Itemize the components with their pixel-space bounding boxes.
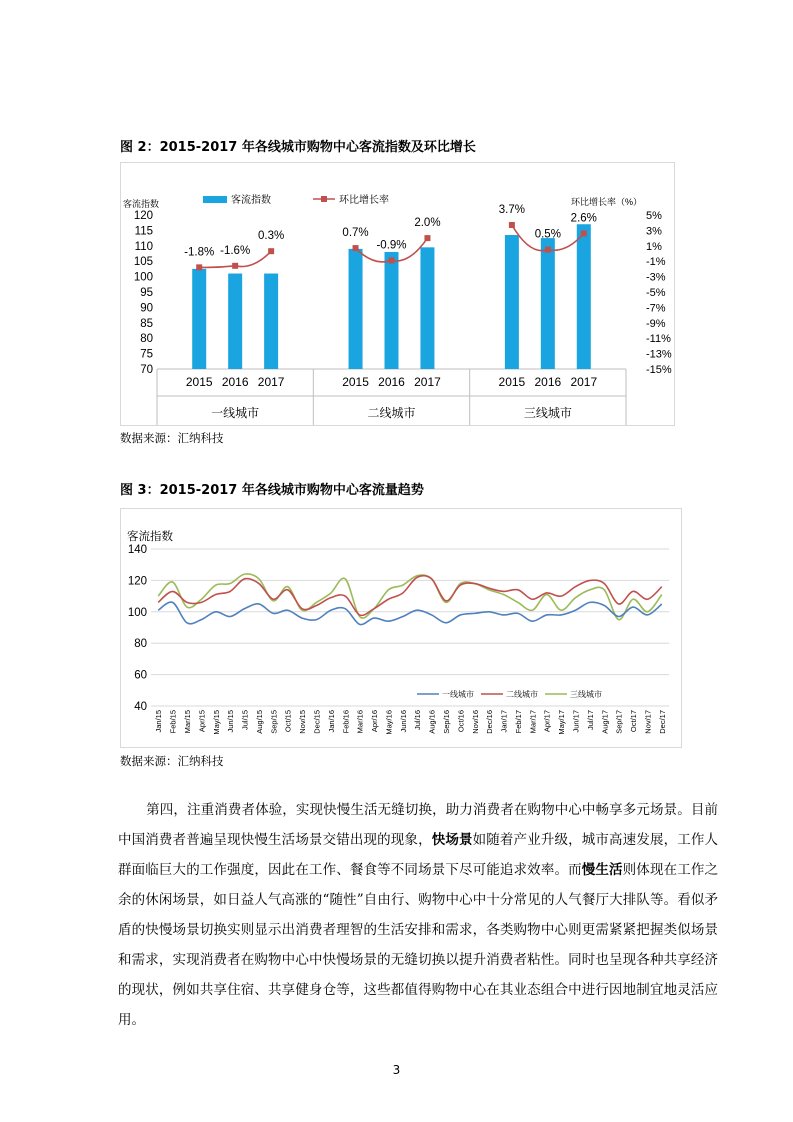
x-tick-label: Apr/16 — [370, 710, 380, 733]
figure-2-chart — [121, 163, 674, 425]
x-tick-label: Jul/17 — [585, 710, 595, 731]
y-tick-label: 75 — [140, 348, 153, 361]
y2-tick-label: -9% — [646, 317, 666, 330]
y-tick-label: 105 — [133, 256, 153, 269]
y-tick-label: 80 — [134, 638, 147, 651]
x-tick-label: Dec/15 — [312, 710, 322, 734]
x-tick-label: Aug/15 — [254, 710, 264, 734]
x-tick-label: Apr/17 — [542, 710, 552, 733]
y2-tick-label: 5% — [646, 210, 662, 222]
y-tick-label: 110 — [134, 240, 153, 253]
bar — [577, 224, 591, 369]
y2-tick-label: 3% — [646, 225, 662, 238]
y2-tick-label: -11% — [646, 333, 671, 346]
y2-axis-title: 环比增长率（%） — [571, 197, 643, 207]
y-tick-label: 60 — [134, 669, 147, 682]
growth-marker — [545, 247, 551, 253]
growth-marker — [232, 263, 238, 269]
y-tick-label: 40 — [134, 701, 147, 713]
x-tick-label: 2016 — [534, 375, 562, 389]
x-tick-label: 2017 — [570, 375, 598, 389]
paragraph-text-3: 则体现在工作之余的休闲场景，如日益人气高涨的“随性”自由行、购物中心中十分常见的人气餐厅大排队等。看似矛盾的快慢场景切换实则显示出消费者理智的生活安排和需求，各类购物中心则更需紧紧把握类似场景和需求，实现消费者在购物中心中快慢场景的无缝切换以提升消费者粘性。同时也呈现各种共享经济的现状，例如共享住宿、共享健身仓等，这些都值得购物中心在其业态组合中进行因地制宜地灵活应用。 — [118, 862, 719, 1028]
y-tick-label: 90 — [140, 302, 153, 315]
y-tick-label: 100 — [133, 271, 153, 284]
legend-swatch-bar — [203, 196, 227, 203]
growth-data-label: 3.7% — [498, 204, 525, 217]
figure-3-chart — [121, 509, 681, 747]
group-label: 一线城市 — [211, 406, 260, 420]
y-tick-label: 120 — [127, 575, 147, 588]
bar — [349, 249, 363, 369]
y2-tick-label: -13% — [646, 348, 672, 361]
x-tick-label: Jun/16 — [398, 710, 408, 733]
x-tick-label: Sep/15 — [269, 710, 279, 734]
x-tick-label: Nov/15 — [298, 710, 308, 734]
x-tick-label: Jul/15 — [240, 710, 250, 731]
y2-tick-label: -3% — [646, 271, 666, 284]
legend-marker-line — [321, 196, 327, 202]
x-tick-label: Mar/15 — [182, 710, 192, 734]
growth-data-label: -1.8% — [184, 246, 215, 259]
y-tick-label: 95 — [140, 287, 153, 299]
growth-marker — [389, 257, 395, 263]
group-label: 三线城市 — [523, 406, 572, 420]
y-tick-label: 70 — [140, 364, 153, 376]
y2-tick-label: 1% — [646, 240, 662, 253]
y2-tick-label: -1% — [646, 256, 666, 269]
growth-marker — [353, 245, 359, 251]
x-tick-label: Sep/17 — [614, 710, 624, 734]
x-tick-label: Oct/16 — [456, 710, 466, 733]
x-tick-label: Nov/17 — [643, 710, 653, 734]
x-tick-label: Feb/15 — [168, 710, 178, 734]
paragraph-text-2: 如随着产业升级，城市高速发展，工作人群面临巨大的工作强度，因此在工作、餐食等不同场景下尽可能追求效率。而 — [118, 832, 719, 878]
figure-2-chart-frame — [120, 162, 675, 426]
growth-data-label: 0.3% — [258, 230, 285, 243]
figure-3-source: 数据来源：汇纳科技 — [120, 754, 224, 768]
x-tick-label: Dec/16 — [485, 710, 495, 734]
x-tick-label: Oct/15 — [283, 710, 293, 733]
y-tick-label: 100 — [127, 606, 147, 619]
figure-3-title: 图 3：2015-2017 年各线城市购物中心客流量趋势 — [120, 483, 424, 498]
paragraph-bold-fast-scene: 快场景 — [431, 832, 473, 848]
bar — [385, 252, 399, 369]
y-tick-label: 120 — [133, 210, 153, 222]
growth-data-label: 2.0% — [414, 217, 441, 230]
paragraph-bold-slow-life: 慢生活 — [581, 862, 623, 878]
bar — [420, 247, 434, 369]
growth-marker — [268, 248, 274, 254]
y2-tick-label: -7% — [646, 302, 666, 315]
paragraph-text-1: 第四，注重消费者体验，实现快慢生活无缝切换，助力消费者在购物中心中畅享多元场景。目前中国消费者普遍呈现快慢生活场景交错出现的现象， — [118, 802, 718, 848]
y-axis-title: 客流指数 — [127, 531, 173, 543]
x-tick-label: Mar/16 — [355, 710, 365, 734]
y2-tick-label: -15% — [646, 364, 672, 376]
x-tick-label: Nov/16 — [470, 710, 480, 734]
x-tick-label: 2016 — [221, 375, 249, 389]
x-tick-label: Aug/17 — [600, 710, 610, 734]
legend-label-line: 环比增长率 — [339, 195, 389, 206]
figure-2-title: 图 2：2015-2017 年各线城市购物中心客流指数及环比增长 — [120, 140, 476, 155]
y-axis-title: 客流指数 — [123, 199, 160, 209]
x-tick-label: Jan/15 — [154, 710, 164, 733]
figure-3-chart-frame — [120, 508, 682, 748]
x-tick-label: Mar/17 — [528, 710, 538, 734]
bar — [228, 274, 242, 369]
bar — [505, 235, 519, 369]
growth-marker — [196, 264, 202, 270]
growth-marker — [424, 235, 430, 241]
growth-data-label: 0.5% — [534, 228, 561, 241]
x-tick-label: 2015 — [342, 375, 369, 389]
growth-data-label: 0.7% — [342, 227, 369, 240]
x-tick-label: Feb/17 — [513, 710, 523, 734]
bar — [192, 269, 206, 369]
x-tick-label: Aug/16 — [427, 710, 437, 734]
x-tick-label: Jun/17 — [571, 710, 581, 733]
group-label: 二线城市 — [367, 406, 416, 420]
growth-data-label: -0.9% — [376, 239, 407, 252]
x-tick-label: Apr/15 — [197, 710, 207, 733]
x-tick-label: Dec/17 — [657, 710, 667, 734]
growth-data-label: 2.6% — [570, 212, 597, 225]
bar — [541, 238, 555, 369]
x-tick-label: 2017 — [257, 375, 285, 389]
x-tick-label: May/17 — [557, 710, 567, 735]
x-tick-label: Jan/16 — [326, 710, 336, 733]
x-tick-label: Jun/15 — [226, 710, 236, 733]
x-tick-label: 2015 — [498, 375, 526, 389]
growth-marker — [509, 222, 515, 228]
y-tick-label: 85 — [140, 317, 153, 330]
y-tick-label: 80 — [140, 333, 153, 346]
x-tick-label: Feb/16 — [341, 710, 351, 734]
series-line — [158, 602, 662, 625]
x-tick-label: Jul/16 — [413, 710, 423, 731]
x-tick-label: Sep/16 — [441, 710, 451, 734]
y2-tick-label: -5% — [646, 287, 666, 299]
x-tick-label: 2017 — [414, 375, 441, 389]
x-tick-label: Jan/17 — [499, 710, 509, 733]
growth-data-label: -1.6% — [220, 244, 251, 257]
x-tick-label: Oct/17 — [629, 710, 639, 733]
page-number: 3 — [392, 1063, 401, 1077]
legend-label: 三线城市 — [570, 690, 602, 699]
y-tick-label: 140 — [127, 544, 147, 556]
growth-marker — [581, 230, 587, 236]
body-paragraph — [118, 795, 718, 1035]
figure-2-source: 数据来源：汇纳科技 — [120, 431, 224, 445]
legend-label: 二线城市 — [506, 690, 538, 699]
x-tick-label: 2016 — [378, 375, 405, 389]
bar — [264, 274, 278, 369]
legend-label: 一线城市 — [442, 690, 474, 699]
legend-label-bar: 客流指数 — [231, 195, 271, 206]
x-tick-label: May/16 — [384, 710, 394, 735]
x-tick-label: May/15 — [211, 710, 221, 735]
x-tick-label: 2015 — [185, 375, 213, 389]
y-tick-label: 115 — [134, 225, 153, 238]
